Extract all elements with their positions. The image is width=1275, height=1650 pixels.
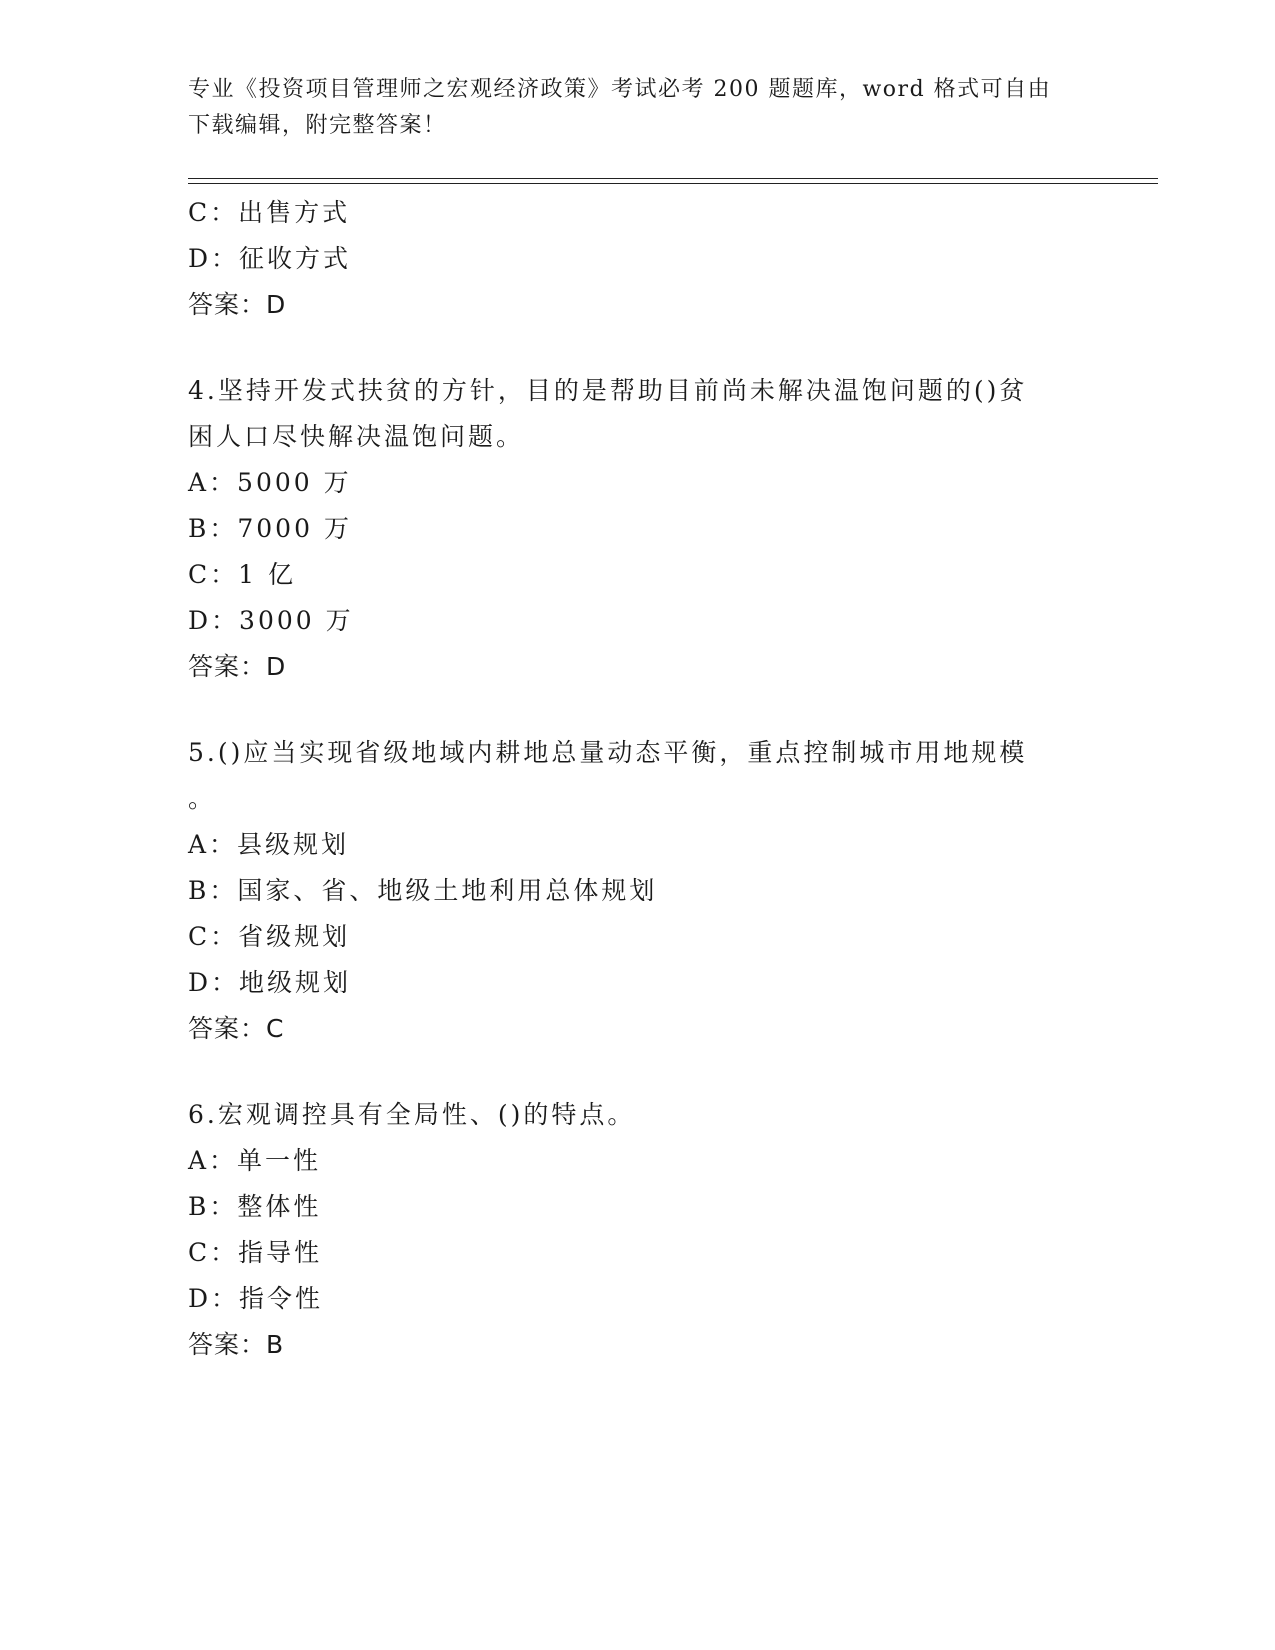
header-line-2: 下载编辑，附完整答案！ [188, 113, 447, 138]
question-list [188, 190, 1068, 1368]
option-d: D：地级规划 [188, 968, 352, 997]
answer-line: 答案：D [188, 290, 287, 319]
option-c: C：1 亿 [188, 560, 296, 589]
option-b: B：7000 万 [188, 514, 352, 543]
document-header [188, 72, 1088, 144]
header-divider-bottom [188, 183, 1158, 184]
question-stem: 5.()应当实现省级地域内耕地总量动态平衡，重点控制城市用地规模 [188, 738, 1028, 767]
option-d: D：3000 万 [188, 606, 354, 635]
option-d: D：征收方式 [188, 244, 352, 273]
question-stem-cont: 。 [188, 784, 217, 813]
question-6 [188, 1092, 1068, 1368]
option-b: B：整体性 [188, 1192, 322, 1221]
question-stem: 4.坚持开发式扶贫的方针，目的是帮助目前尚未解决温饱问题的()贫 [188, 376, 1028, 405]
question-5 [188, 730, 1068, 1052]
option-c: C：省级规划 [188, 922, 351, 951]
question-stem-cont: 困人口尽快解决温饱问题。 [188, 422, 525, 451]
option-d: D：指令性 [188, 1284, 324, 1313]
option-c: C：出售方式 [188, 198, 351, 227]
question-3-tail [188, 190, 1068, 328]
answer-line: 答案：D [188, 652, 287, 681]
option-c: C：指导性 [188, 1238, 323, 1267]
answer-line: 答案：C [188, 1014, 285, 1043]
question-4 [188, 368, 1068, 690]
option-a: A：县级规划 [188, 830, 350, 859]
option-b: B：国家、省、地级土地利用总体规划 [188, 876, 658, 905]
header-line-1: 专业《投资项目管理师之宏观经济政策》考试必考 200 题题库，word 格式可自由 [188, 77, 1052, 102]
header-divider-top [188, 178, 1158, 179]
option-a: A：单一性 [188, 1146, 322, 1175]
option-a: A：5000 万 [188, 468, 352, 497]
question-stem: 6.宏观调控具有全局性、()的特点。 [188, 1100, 636, 1129]
answer-line: 答案：B [188, 1330, 285, 1359]
